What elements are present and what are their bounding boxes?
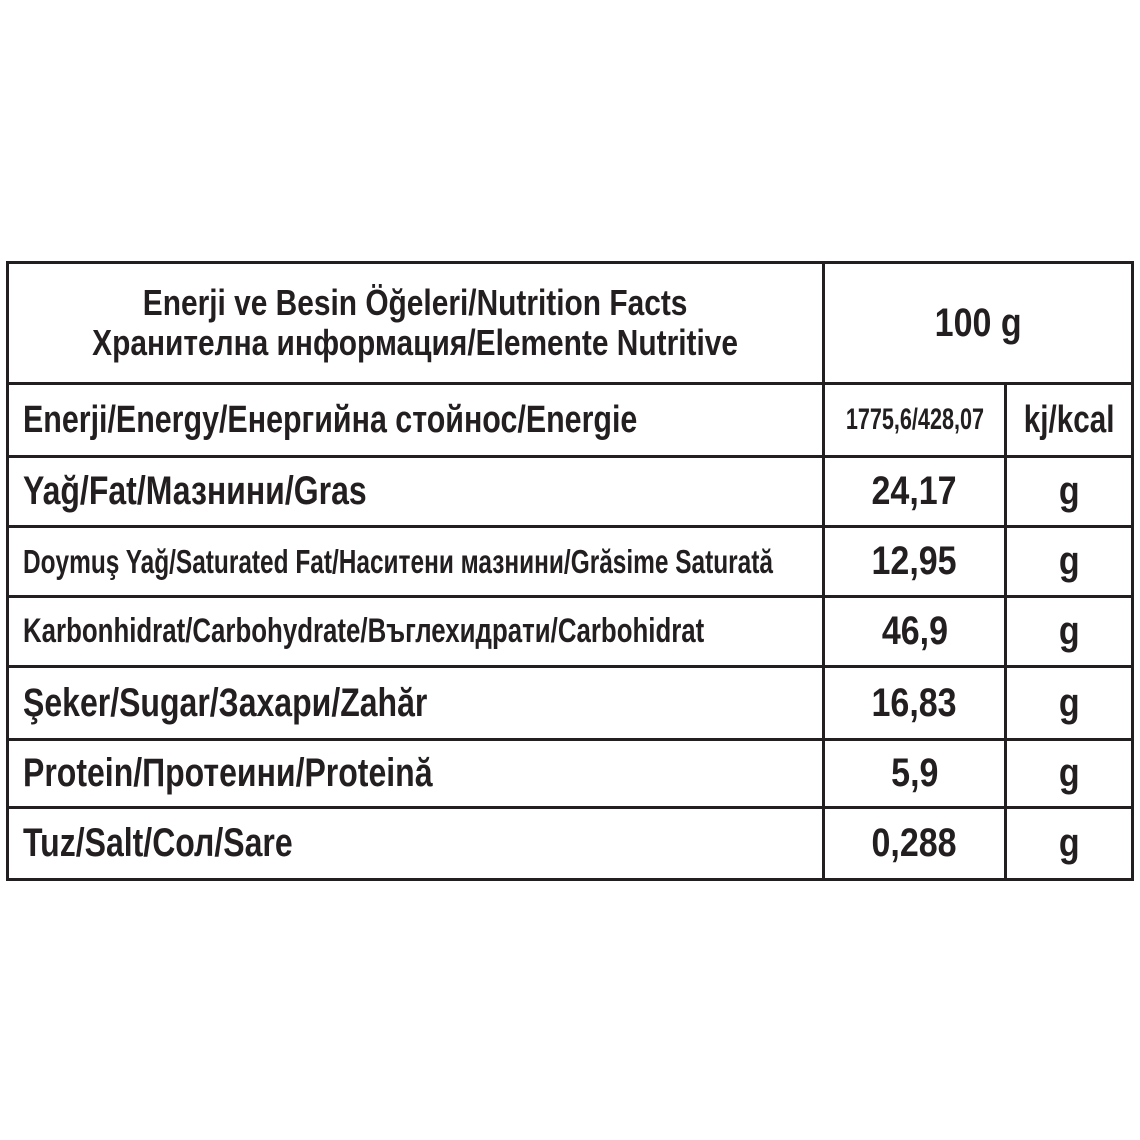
row-value-saturated-fat: 12,95	[871, 539, 958, 583]
row-unit-sugar: g	[1058, 680, 1080, 725]
row-label-salt: Tuz/Salt/Сол/Sare	[23, 821, 293, 865]
row-label-fat: Yağ/Fat/Мазнини/Gras	[23, 469, 367, 513]
row-value-carbohydrate: 46,9	[881, 609, 948, 653]
row-value-energy: 1775,6/428,07	[845, 403, 984, 436]
row-unit-fat: g	[1058, 469, 1080, 513]
table-title	[9, 264, 822, 382]
row-label-sugar: Şeker/Sugar/Захари/Zahăr	[23, 680, 428, 725]
per-amount-header: 100 g	[934, 300, 1022, 345]
row-unit-energy: kj/kcal	[1023, 398, 1115, 441]
row-label-energy: Enerji/Energy/Енергийна стойнос/Energie	[23, 398, 638, 441]
title-line-1: Enerji ve Besin Öğeleri/Nutrition Facts	[143, 282, 688, 323]
row-unit-protein: g	[1058, 751, 1080, 795]
row-label-carbohydrate: Karbonhidrat/Carbohydrate/Въглехидрати/Carbohidrat	[23, 612, 705, 650]
title-line-2: Хранителна информация/Elemente Nutritive	[92, 322, 739, 363]
row-unit-saturated-fat: g	[1058, 539, 1080, 583]
row-label-saturated-fat: Doymuş Yağ/Saturated Fat/Наситени мазнини/Grăsime Saturată	[23, 542, 773, 580]
row-unit-salt: g	[1058, 821, 1080, 865]
row-label-protein: Protein/Протеини/Proteină	[23, 751, 433, 795]
row-value-salt: 0,288	[871, 821, 958, 865]
row-value-sugar: 16,83	[871, 680, 958, 725]
row-value-fat: 24,17	[871, 469, 958, 513]
row-value-protein: 5,9	[890, 751, 939, 795]
row-unit-carbohydrate: g	[1058, 609, 1080, 653]
